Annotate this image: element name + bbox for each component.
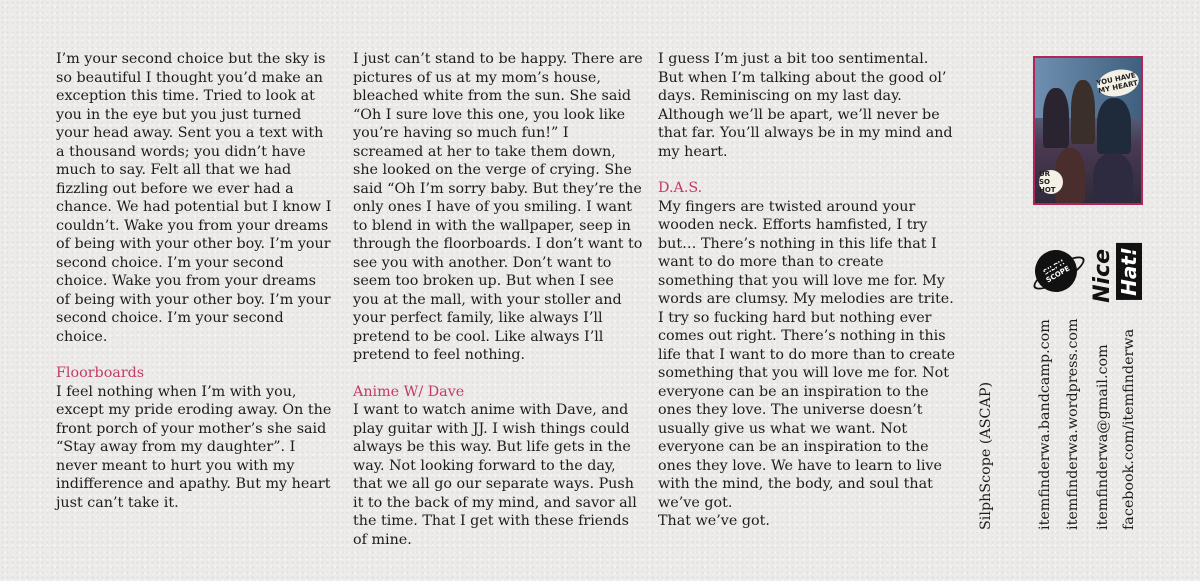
photo-person — [1043, 88, 1069, 148]
photo-sign: YOU HAVE MY HEART — [1095, 66, 1141, 100]
nice-logo-text: Nice — [1090, 249, 1115, 303]
facebook-link[interactable]: facebook.com/itemfinderwa — [1121, 328, 1137, 530]
photo-person — [1093, 153, 1133, 205]
song-title-floorboards: Floorboards — [56, 365, 145, 381]
photo-person — [1071, 80, 1095, 144]
lyrics-paragraph: I feel nothing when I’m with you, except my pride eroding away. On the front porch of your mother’s she said “Stay away from my daughter”. I never meant to hurt you with my indifference and apathy. But my heart just can’t take it. — [56, 383, 332, 511]
lyrics-column-3 — [658, 50, 958, 531]
lyrics-column-2 — [353, 50, 643, 549]
lyrics-paragraph: I want to watch anime with Dave, and play guitar with JJ. I wish things could always be this way. But life gets in the way. Not looking forward to the day, that we all go our separate ways. Push it to the back of my mind, and savor all the time. That I get with these friends of mine. — [353, 402, 637, 548]
lyrics-paragraph-end: That we’ve got. — [658, 513, 770, 529]
hat-logo-text: Hat! — [1116, 243, 1142, 300]
photo-sign: UR SO HOT — [1039, 170, 1063, 194]
lyrics-paragraph: My fingers are twisted around your wooden neck. Efforts hamfisted, I try but… There’s nothing in this life that I want to do more than to create something that you will love me for. My words are clumsy. My melodies are trite. I try so fucking hard but nothing ever comes out right. There’s nothing in this life that I want to do more than to create something that you will love me for. Not everyone can be an inspiration to the ones they love. The universe doesn’t usually give us what we want. Not everyone can be an inspiration to the ones they love. We have to learn to live with the mind, the body, and soul that we’ve got. — [658, 198, 956, 511]
song-title-anime-w-dave: Anime W/ Dave — [353, 383, 465, 400]
lyrics-paragraph: I’m your second choice but the sky is so beautiful I thought you’d make an exception this time. Tried to look at you in the eye but you just turned your head away. Sent you a text with a thousand words; you didn’t have much to say. Felt all that we had fizzling out before we ever had a chance. We had potential but I know I couldn’t. Wake you from your dreams of being with your other boy. I’m your second choice. I’m your second choice. Wake you from your dreams of being with your other boy. I’m your second choice. I’m your second choice. — [56, 51, 332, 345]
bandcamp-link[interactable]: itemfinderwa.bandcamp.com — [1037, 319, 1053, 530]
planet-logo-icon: SILPH SCOPE — [1027, 242, 1084, 299]
wordpress-link[interactable]: itemfinderwa.wordpress.com — [1065, 318, 1081, 530]
lyrics-paragraph: I guess I’m just a bit too sentimental. But when I’m talking about the good ol’ days. Reminiscing on my last day. Although we’ll be apart, we’ll never be that far. You’ll always be in my mind and my heart. — [658, 51, 953, 160]
publisher-credit: SilphScope (ASCAP) — [978, 381, 994, 530]
photo-person — [1097, 98, 1131, 154]
nice-hat-logo — [1086, 243, 1146, 303]
email-link[interactable]: itemfinderwa@gmail.com — [1095, 344, 1111, 530]
lyrics-paragraph: I just can’t stand to be happy. There are pictures of us at my mom’s house, bleached white from the sun. She said “Oh I sure love this one, you look like you’re having so much fun!” I screamed at her to take them down, she looked on the verge of crying. She said “Oh I’m sorry baby. But they’re the only ones I have of you smiling. I want to blend in with the wallpaper, seep in through the floorboards. I don’t want to see you with another. Don’t want to seem too broken up. But when I see you at the mall, with your stoller and your perfect family, like always I’ll pretend to be cool. Like always I’ll pretend to feel nothing. — [353, 51, 643, 363]
song-title-das: D.A.S. — [658, 180, 703, 196]
lyrics-column-1 — [56, 50, 332, 512]
band-photo — [1033, 56, 1143, 205]
